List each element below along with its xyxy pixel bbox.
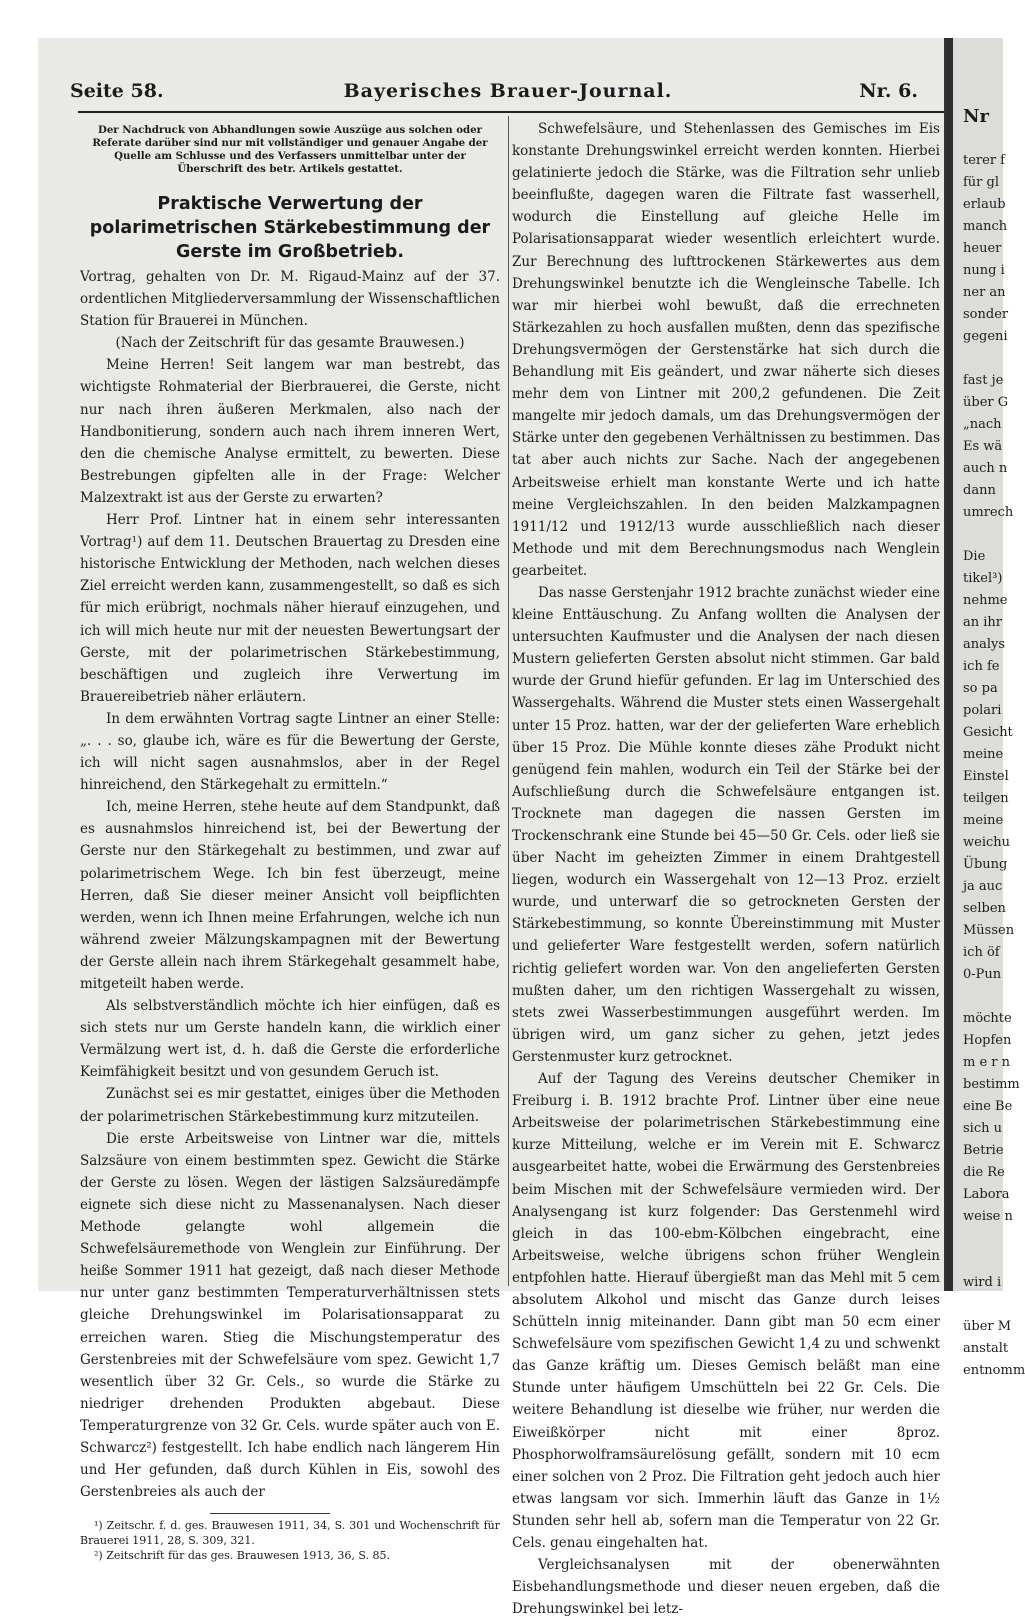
page-header: [68, 80, 948, 106]
adjacent-line: bestimm: [963, 1077, 1020, 1092]
adjacent-line: Die: [963, 549, 986, 564]
adjacent-line: nehme: [963, 593, 1008, 608]
paragraph: Meine Herren! Seit langem war man bestrebt, das wichtigste Rohmaterial der Bierbrauerei, die Gerste, nicht nur nach ihren äußeren Merkmalen, also nach der Handbonitierung, sondern auch nach ihrem inneren Wert, den die chemische Analyse ermittelt, zu bewerten. Diese Bestrebungen gipfelten alle in der Frage: Welcher Malzextrakt ist aus der Gerste zu erwarten?: [80, 357, 500, 506]
paragraph: Als selbstverständlich möchte ich hier einfügen, daß es sich stets nur um Gerste handeln kann, die wirklich einer Vermälzung wert ist, d. h. daß die Gerste die erforderliche Keimfähigkeit besitzt und von gesundem Geruch ist.: [80, 998, 500, 1081]
adjacent-line: 0-Pun: [963, 967, 1002, 982]
adjacent-line: so pa: [963, 681, 998, 696]
adjacent-line: umrech: [963, 505, 1014, 520]
adjacent-line: meine: [963, 813, 1004, 828]
adjacent-line: nung i: [963, 263, 1005, 278]
adjacent-line: dann: [963, 483, 996, 498]
adjacent-line: analys: [963, 637, 1006, 652]
paragraph: Das nasse Gerstenjahr 1912 brachte zunächst wieder eine kleine Enttäuschung. Zu Anfang wollten die Analysen der untersuchten Kaufmuster und die Analysen der nach diesen Mustern gelieferten Gersten absolut nicht stimmen. Gar bald wurde der Grund hiefür gefunden. Er lag im Unterschied des Wassergehalts. Während die Muster stets einen Wassergehalt unter 15 Proz. hatten, war der der gelieferten Ware erheblich über 15 Proz. Die Mühle konnte dieses zähe Produkt nicht genügend fein mahlen, wodurch ein Teil der Stärke bei der Aufschließung durch die Schwefelsäure entgangen ist. Trocknete man dagegen die nassen Gersten im Trockenschrank eine Stunde bei 45—50 Gr. Cels. oder ließ sie über Nacht im geheizten Zimmer in einem Drahtgestell liegen, wodurch ein Wassergehalt von 12—13 Proz. erzielt wurde, und unterwarf die so getrockneten Gersten der Stärkebestimmung, so konnte Übereinstimmung mit Muster und gelieferter Ware festgestellt werden, sofern natürlich richtig geliefert worden war. Von den angelieferten Gersten mußten daher, um den richtigen Wassergehalt zu wissen, stets zwei Wasserbestimmungen ausgeführt werden. Im übrigen wird, um ganz sicher zu gehen, jetzt jedes Gerstenmuster kurz getrocknet.: [512, 584, 940, 1065]
adjacent-line: tikel³): [963, 571, 1003, 586]
adjacent-line: meine: [963, 747, 1004, 762]
adjacent-line: terer f: [963, 153, 1005, 168]
adjacent-line: die Re: [963, 1165, 1005, 1180]
binding-gutter: [947, 38, 953, 1291]
adjacent-line: über G: [963, 395, 1009, 410]
right-column: [512, 118, 940, 1620]
adjacent-line: sonder: [963, 307, 1009, 322]
adjacent-line: [963, 1228, 1025, 1250]
footnote-rule: [210, 1513, 330, 1514]
paragraph: Schwefelsäure, und Stehenlassen des Gemisches im Eis konstante Drehungswinkel erreicht werden konnten. Hierbei gelatinierte jedoch die Stärke, was die Filtration sehr unlieb beeinflußte, dagegen waren die Filtrate fast wasserhell, wodurch die Einstellung auf gleiche Helle im Polarisationsapparat wieder wesentlich erleichtert wurde. Zur Berechnung des lufttrockenen Stärkewertes aus dem Drehungswinkel benutzte ich die Wengleinsche Tabelle. Ich war mir hierbei wohl bewußt, daß die errechneten Stärkezahlen zu hoch ausfallen mußten, denn das spezifische Drehungsvermögen der Gerstenstärke hat sich durch die Behandlung mit Eis geändert, und zwar näherte sich dieses mehr dem von Lintner mit 200,2 gefundenen. Die Zeit mangelte mir jedoch damals, um das Drehungsvermögen der Stärke unter den gegebenen Verhältnissen zu bestimmen. Das tat aber auch nichts zur Sache. Nach der angegebenen Arbeitsweise erhielt man konstante Werte und ich hatte meine Vergleichszahlen. In den beiden Malzkampagnen 1911/12 und 1912/13 wurde ausschließlich nach dieser Methode und mit dem Berechnungsmodus nach Wenglein gearbeitet.: [512, 121, 940, 579]
header-rule: [78, 111, 944, 113]
journal-title: Bayerisches Brauer-Journal.: [343, 80, 673, 102]
article-source: (Nach der Zeitschrift für das gesamte Brauwesen.): [115, 335, 465, 352]
paragraph: Ich, meine Herren, stehe heute auf dem Standpunkt, daß es ausnahmslos hinreichend ist, bei der Bewertung der Gerste nur den Stärkegehalt zu bestimmen, und zwar auf polarimetrischem Wege. Ich bin fest überzeugt, meine Herren, daß Sie dieser meiner Ansicht voll beipflichten werden, wenn ich Ihnen meine Erfahrungen, welche ich nun während zweier Mälzungskampagnen mit der Bewertung der Gerste allein nach ihrem Stärkegehalt gesammelt habe, mitgeteilt haben werde.: [80, 799, 500, 992]
footnote: ¹) Zeitschr. f. d. ges. Brauwesen 1911, 34, S. 301 und Wochenschrift für Brauerei 1911, 28, S. 309, 321.: [80, 1519, 500, 1548]
adjacent-line: „nach: [963, 417, 1002, 432]
right-body: [512, 118, 940, 1620]
paragraph: Auf der Tagung des Vereins deutscher Chemiker in Freiburg i. B. 1912 brachte Prof. Lintner über eine neue Arbeitsweise der polarimetrischen Stärkebestimmung eine kurze Mitteilung, welche er im Verein mit E. Schwarcz ausgearbeitet hatte, wobei die Erwärmung des Gerstenbreies beim Mischen mit der Schwefelsäure vermieden wird. Der Analysengang ist kurz folgender: Das Gerstenmehl wird gleich in das 100-ebm-Kölbchen eingebracht, eine Arbeitsweise, welche übrigens schon früher Wenglein entpfohlen hatte. Hierauf übergießt man das Mehl mit 5 cem absolutem Alkohol und mischt das Ganze durch leises Schütteln innig miteinander. Dann gibt man 50 ecm einer Schwefelsäure vom spezifischen Gewicht 1,4 zu und schwenkt das Ganze kräftig um. Dieses Gemisch beläßt man eine Stunde unter häufigem Umschütteln bei 22 Gr. Cels. Die weitere Behandlung ist dieselbe wie früher, nur werden die Eiweißkörper nicht mit einer 8proz. Phosphorwolframsäurelösung gefällt, sondern mit 10 ecm einer solchen von 2 Proz. Die Filtration geht jedoch auch hier etwas langsam vor sich. Immerhin läuft das Ganze in 1½ Stunden sehr hell ab, sofern man die Temperatur von 22 Gr. Cels. genau eingehalten hat.: [512, 1071, 940, 1551]
adjacent-line: ja auc: [963, 879, 1003, 894]
adjacent-line: teilgen: [963, 791, 1009, 806]
left-body: [80, 354, 500, 1503]
adjacent-line: Gesicht: [963, 725, 1013, 740]
paragraph: In dem erwähnten Vortrag sagte Lintner an einer Stelle: „. . . so, glaube ich, wäre es für die Bewertung der Gerste, ich will nicht sagen ausnahmslos, aber in der Regel hinreichend, den Stärkegehalt zu ermitteln.“: [80, 710, 500, 794]
adjacent-page-text: [963, 150, 1025, 1382]
adjacent-line: erlaub: [963, 197, 1006, 212]
adjacent-line: eine Be: [963, 1099, 1013, 1114]
adjacent-line: fast je: [963, 373, 1004, 388]
adjacent-page-edge: [944, 38, 1025, 1378]
adjacent-line: ich öf: [963, 945, 1000, 960]
adjacent-line: [963, 986, 1025, 1008]
adjacent-line: [963, 348, 1025, 370]
adjacent-line: entnomm: [963, 1363, 1025, 1378]
paragraph: Zunächst sei es mir gestattet, einiges über die Methoden der polarimetrischen Stärkebestimmung kurz mitzuteilen.: [80, 1086, 500, 1125]
adjacent-line: an ihr: [963, 615, 1002, 630]
adjacent-line: m e r n: [963, 1055, 1011, 1070]
paragraph: Vergleichsanalysen mit der obenerwähnten Eisbehandlungsmethode und dieser neuen ergeben, daß die Drehungswinkel bei letz-: [512, 1557, 940, 1618]
column-divider: [508, 116, 509, 1286]
adjacent-line: auch n: [963, 461, 1008, 476]
adjacent-line: Übung: [963, 857, 1008, 872]
adjacent-line: heuer: [963, 241, 1002, 256]
adjacent-line: [963, 1294, 1025, 1316]
adjacent-line: Hopfen: [963, 1033, 1012, 1048]
reprint-notice: Der Nachdruck von Abhandlungen sowie Auszüge aus solchen oder Referate darüber sind nur mit vollständiger und genauer Angabe der Quelle am Schlusse und des Verfassers unmittelbar unter der Überschrift des betr. Artikels gestattet.: [92, 124, 488, 175]
adjacent-line: Labora: [963, 1187, 1010, 1202]
page-number: Seite 58.: [70, 80, 164, 102]
adjacent-line: weise n: [963, 1209, 1013, 1224]
adjacent-line: [963, 1250, 1025, 1272]
adjacent-line: anstalt: [963, 1341, 1009, 1356]
adjacent-line: Müssen: [963, 923, 1015, 938]
adjacent-line: für gl: [963, 175, 1000, 190]
paragraph: Die erste Arbeitsweise von Lintner war die, mittels Salzsäure von einem bestimmten spez. Gewicht die Stärke der Gerste zu lösen. Wegen der lästigen Salzsäuredämpfe eignete sich diese nicht zu Massenanalysen. Nach dieser Methode gelangte wohl allgemein die Schwefelsäuremethode von Wenglein zur Einführung. Der heiße Sommer 1911 hat gezeigt, daß nach dieser Methode nur unter ganz bestimmten Temperaturverhältnissen stets gleiche Drehungswinkel im Polarisationsapparat zu erreichen waren. Stieg die Mischungstemperatur des Gerstenbreies mit der Schwefelsäure vom spez. Gewicht 1,7 wesentlich über 32 Gr. Cels., so wurde die Stärke zu niedriger drehenden Produkten abgebaut. Diese Temperaturgrenze von 32 Gr. Cels. wurde später auch von E. Schwarcz²) festgestellt. Ich habe endlich nach längerem Hin und Her gefunden, daß durch Kühlen in Eis, sowohl des Gerstenbreies als auch der: [80, 1130, 500, 1501]
footnote: ²) Zeitschrift für das ges. Brauwesen 1913, 36, S. 85.: [94, 1549, 391, 1563]
adjacent-page-header: Nr: [963, 106, 989, 127]
adjacent-line: [963, 524, 1025, 546]
adjacent-line: Einstel: [963, 769, 1009, 784]
article-byline: Vortrag, gehalten von Dr. M. Rigaud-Mainz auf der 37. ordentlichen Mitgliederversammlung der Wissenschaftlichen Station für Brauerei in München.: [80, 269, 500, 330]
adjacent-line: manch: [963, 219, 1008, 234]
adjacent-line: polari: [963, 703, 1002, 718]
adjacent-line: Es wä: [963, 439, 1003, 454]
adjacent-line: selben: [963, 901, 1006, 916]
adjacent-line: ner an: [963, 285, 1006, 300]
adjacent-line: ich fe: [963, 659, 1000, 674]
footnotes: [80, 1518, 500, 1563]
adjacent-line: möchte: [963, 1011, 1012, 1026]
adjacent-line: gegeni: [963, 329, 1008, 344]
adjacent-line: sich u: [963, 1121, 1002, 1136]
article-title: Praktische Verwertung der polarimetrischen Stärkebestimmung der Gerste im Großbetrieb.: [89, 194, 491, 262]
left-column: [80, 124, 500, 1563]
paragraph: Herr Prof. Lintner hat in einem sehr interessanten Vortrag¹) auf dem 11. Deutschen Brauertag zu Dresden eine historische Entwicklung der Methoden, nach welchen dieses Ziel erreicht werden kann, zusammengestellt, so daß es sich für mich erübrigt, nochmals näher hierauf einzugehen, und ich will mich heute nur mit der neuesten Bewertungsart der Gerste, mit der polarimetrischen Stärkebestimmung, beschäftigen und zugleich ihre Verwertung im Brauereibetrieb näher erläutern.: [80, 512, 500, 705]
adjacent-line: wird i: [963, 1275, 1002, 1290]
adjacent-line: über M: [963, 1319, 1012, 1334]
adjacent-line: weichu: [963, 835, 1011, 850]
issue-number: Nr. 6.: [859, 80, 918, 102]
adjacent-line: Betrie: [963, 1143, 1004, 1158]
